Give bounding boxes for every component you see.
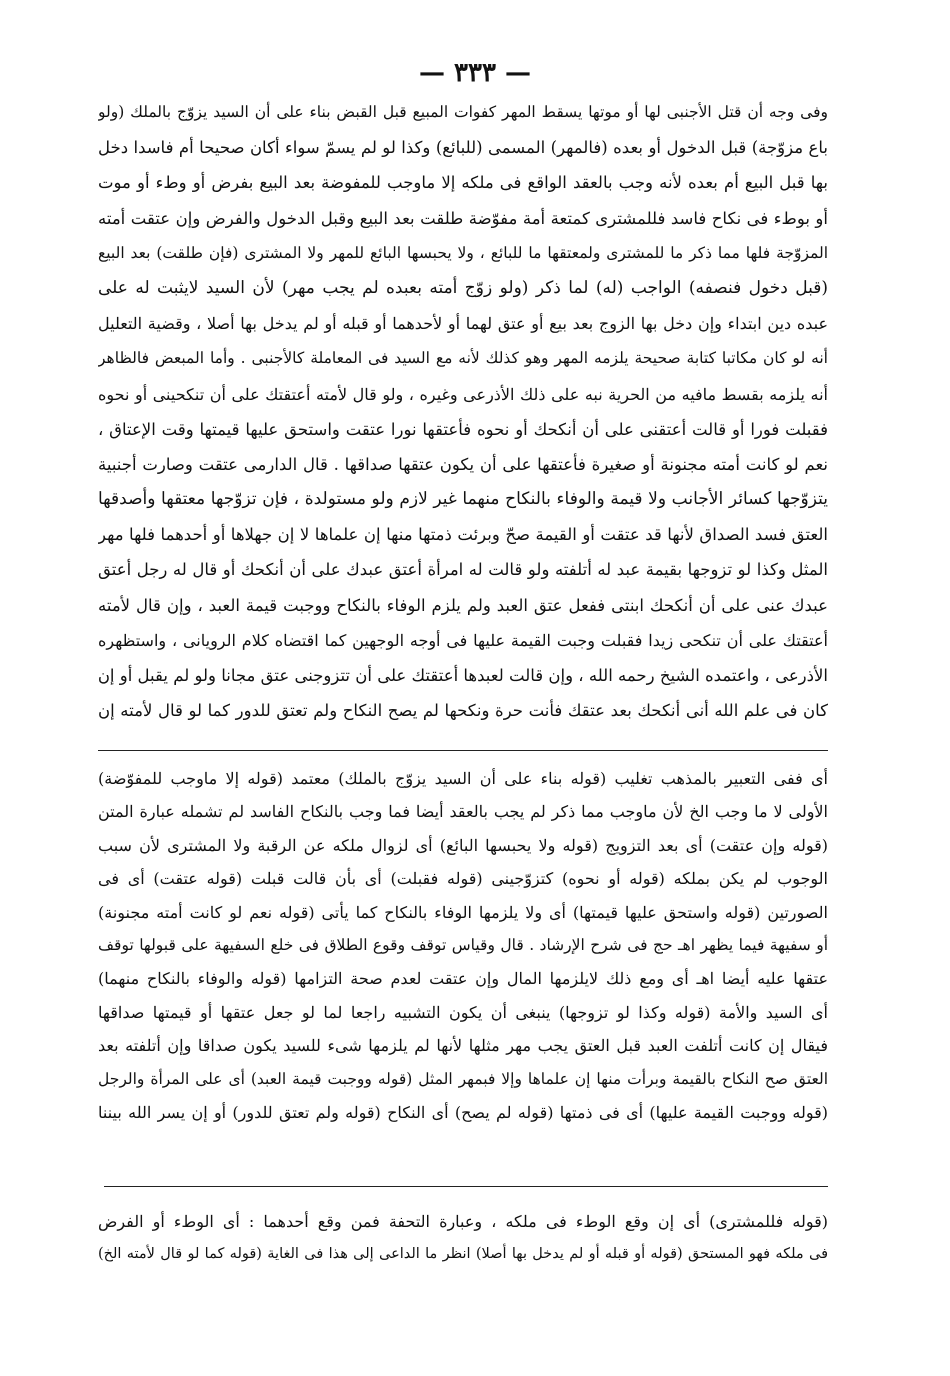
- footnote-divider: [104, 1186, 828, 1187]
- commentary-line: فيقال إن كانت أتلفت العبد قبل العتق يجب مهر مثلها لأنها لم يلزمها شىء للسيد يكون صداقا وإن أتلفته بعد: [98, 1036, 828, 1056]
- commentary-line: أو سفيهة فيما يظهر اهـ حج فى شرح الإرشاد . قال وقياس توقف وقوع الطلاق فى خلع السفيهة على قبولها توقف: [98, 935, 828, 954]
- main-text-line: المزوّجة فلها مما ذكر ما للمشترى ولمعتقها ما للبائع ، ولا يحبسها البائع للمهر ولا المشترى (فإن طلقت) بعد البيع: [98, 243, 828, 262]
- main-text-line: يتزوّجها كسائر الأجانب ولا قيمة والوفاء بالنكاح منهما غير لازم ولو مستولدة ، فإن تزوّجها معتقها وأصدقها: [98, 489, 828, 510]
- main-text-line: أنه يلزمه بقسط مافيه من الحرية نبه على ذلك الأذرعى وغيره ، ولو قال لأمته أعتقتك على أن تنكحينى أو نحوه: [98, 384, 828, 404]
- main-text-line: عبده دين ابتداء وإن دخل بها الزوج بعد بيع أو عتق لهما أو لأحدهما أو قبله أو لم يدخل بها أصلا ، وقضية التعليل: [98, 314, 828, 334]
- main-text-line: باع مزوّجة) قبل الدخول أو بعده (فالمهر) المسمى (للبائع) وكذا لو لم يسمّ سواء أكان صحيحا أم فاسدا دخل: [98, 138, 828, 158]
- main-text-line: العتق فسد الصداق لأنها قد عتقت أو القيمة صحّ وبرئت ذمتها منها إن علماها لا إن جهلاها أو أحدهما فلها مهر: [98, 525, 828, 545]
- commentary-line: الوجوب لم يكن بملكه (قوله أو نحوه) كتزوّجينى (قوله فقبلت) أى بأن قالت قبلت (قوله عتقت) أى فى: [98, 869, 828, 889]
- main-text-line: الأذرعى ، واعتمده الشيخ رحمه الله ، وإن قالت لعبدها أعتقتك على أن تتزوجنى عتق مجانا ولو لم يقبل أو إن: [98, 666, 828, 685]
- main-text-line: كان فى علم الله أنى أنكحك بعد عتقك فأنت حرة ونكحها لم يصح النكاح ولم تعتق للدور كما لو قال لأمته إن: [98, 701, 828, 721]
- main-text-line: المثل وكذا لو تزوجها بقيمة عبد له أتلفته ولو قالت له امرأة أعتق عبدك على أن أنكحك أو قال له رجل أعتق: [98, 560, 828, 580]
- commentary-line: الأولى لا ما وجب الخ لأن ماوجب مما ذكر لم يجب بالعقد أيضا فما وجب بالنكاح الفاسد لم تشمله عبارة المتن: [98, 802, 828, 822]
- main-text-line: (قبل دخول فنصفه) الواجب (له) لما ذكر (ولو زوّج أمته بعبده لم يجب مهر) لأن السيد لايثبت له على: [98, 277, 828, 298]
- main-text-line: بها قبل البيع أم بعده لأنه وجب بالعقد الواقع فى ملكه إلا ماوجب للمفوضة بعد البيع بفرض أو وطء أو موت: [98, 173, 828, 193]
- commentary-line: الصورتين (قوله واستحق عليها قيمتها) أى ولا يلزمها الوفاء بالنكاح كما يأتى (قوله نعم لو كانت أمته مجنونة): [98, 902, 828, 922]
- footnote-line: (قوله فللمشترى) أى إن وقع الوطء فى ملكه ، وعبارة التحفة فمن وقع أحدهما : أى الوطء أو الفرض: [98, 1212, 828, 1231]
- commentary-line: عتقها عليه أيضا اهـ أى ومع ذلك لايلزمها المال وإن عتقت لعدم صحة التزامها (قوله والوفاء بالنكاح منهما): [98, 969, 828, 989]
- commentary-line: أى ففى التعبير بالمذهب تغليب (قوله بناء على أن السيد يزوّج بالملك) معتمد (قوله إلا ماوجب للمفوّضة): [98, 769, 828, 788]
- commentary-line: العتق صح النكاح بالقيمة وبرأت منها إن علماها وإلا فبمهر المثل (قوله ووجبت قيمة العبد) أى على المرأة والرجل: [98, 1069, 828, 1088]
- main-text: [98, 95, 828, 728]
- commentary-divider: [98, 750, 828, 751]
- main-text-line: فقبلت فورا أو قالت أعتقنى على أن أنكحك أو نحوه فأعتقها نورا عتقت واستحق عليها قيمتها وقت الإعتاق ،: [98, 419, 828, 439]
- footnote-text: [98, 1205, 828, 1271]
- footnote-line: فى ملكه فهو المستحق (قوله أو قبله أو لم يدخل بها أصلا) انظر ما الداعى إلى هذا فى الغاية (قوله كما لو قال لأمته الخ): [98, 1246, 828, 1262]
- commentary-line: (قوله وإن عتقت) أى بعد التزويج (قوله ولا يحبسها البائع) أى لزوال ملكه عن الرقبة ولا المشترى لأن سبب: [98, 835, 828, 855]
- main-text-line: عبدك عنى على أن أنكحك ابنتى ففعل عتق العبد ولم يلزم الوفاء بالنكاح ووجبت قيمة العبد ، وإن قال لأمته: [98, 595, 828, 615]
- main-text-line: نعم لو كانت أمته مجنونة أو صغيرة فأعتقها على أن يكون عتقها صداقها . قال الدارمى عتقت وصارت أجنبية: [98, 454, 828, 474]
- main-text-line: أنه لو كان مكاتبا كتابة صحيحة يلزمه المهر وهو كذلك لأنه مع السيد فى المعاملة كالأجنبى . وأما المبعض فالظاهر: [98, 349, 828, 368]
- commentary-line: أى السيد والأمة (قوله وكذا لو تزوجها) ينبغى أن يكون التشبيه راجعا لما لو جعل عتقها أو قيمتها صداقها: [98, 1002, 828, 1022]
- commentary-line: (قوله ووجبت القيمة عليها) أى فى ذمتها (قوله لم يصح) أى النكاح (قوله ولم تعتق للدور) أو إن يسر الله بيننا: [98, 1102, 828, 1122]
- main-text-line: أعتقتك على أن تنكحى زيدا فقبلت وجبت القيمة عليها فى أوجه الوجهين كما اقتضاه كلام الرويانى ، واستظهره: [98, 630, 828, 650]
- main-text-line: أو بوطء فى نكاح فاسد فللمشترى كمتعة أمة مفوّضة طلقت بعد البيع وقبل الدخول والفرض وإن عتقت أمته: [98, 208, 828, 228]
- page-number: — ٣٣٣ —: [418, 58, 532, 88]
- commentary-text: [98, 762, 828, 1129]
- main-text-line: وفى وجه أن قتل الأجنبى لها أو موتها يسقط المهر كفوات المبيع قبل القبض بناء على أن السيد يزوّج بالملك (ولو: [98, 103, 828, 121]
